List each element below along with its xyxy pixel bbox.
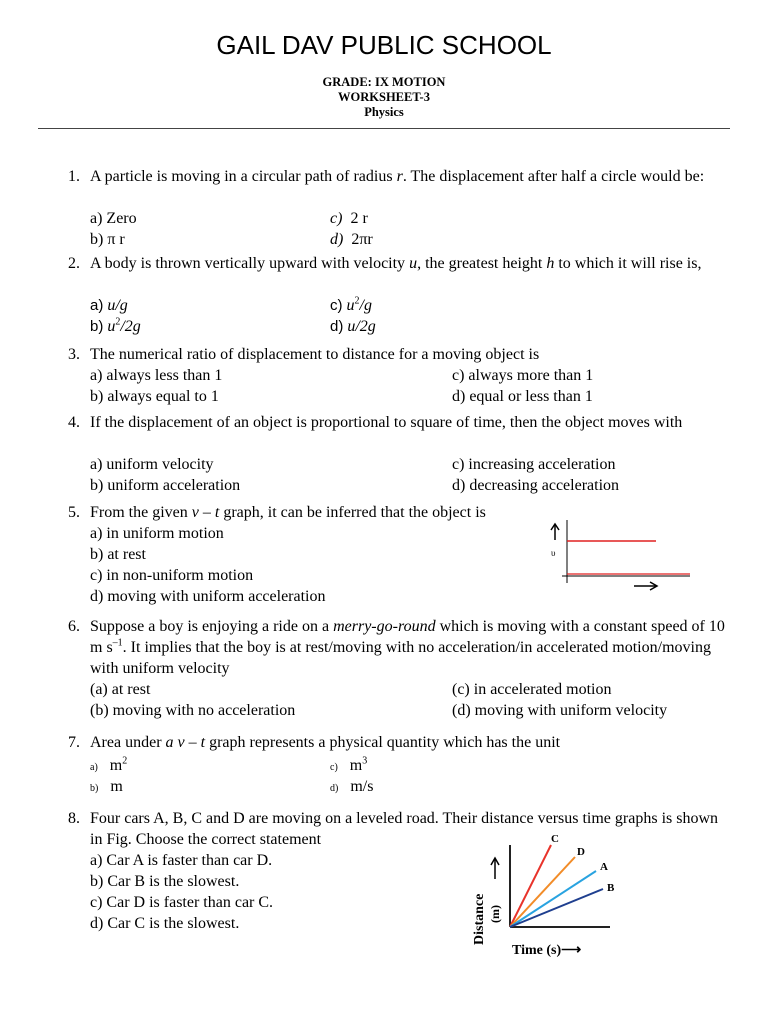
option-label: c) (330, 297, 343, 314)
label-car-d: D (577, 846, 585, 858)
question-number: 5. (68, 504, 80, 521)
option-label: d) (330, 318, 344, 335)
question-1 (68, 166, 728, 187)
option-d: d) decreasing acceleration (452, 477, 620, 494)
stem-text: graph, it can be inferred that the object is (219, 504, 486, 521)
superscript: 3 (362, 755, 368, 767)
question-stem (90, 616, 728, 679)
stem-text: From the given (90, 504, 192, 521)
superscript: 2 (115, 316, 121, 328)
school-name: GAIL DAV PUBLIC SCHOOL (216, 30, 552, 60)
label-car-c: C (551, 833, 559, 845)
stem-text: Area under (90, 734, 166, 751)
option-label: d) (330, 783, 339, 794)
option-b: b) always equal to 1 (90, 388, 219, 405)
option-value: m (349, 757, 363, 774)
question-2 (68, 253, 728, 274)
label-car-b: B (607, 882, 615, 894)
option-a: a) in uniform motion (90, 525, 224, 542)
graph-y-label: υ (551, 548, 556, 558)
option-d (330, 316, 376, 337)
option-label: b) (90, 318, 104, 335)
question-4 (68, 412, 728, 433)
option-c (330, 755, 367, 778)
question-3 (68, 344, 728, 365)
option-value: m (109, 757, 123, 774)
question-8 (68, 808, 728, 850)
option-label: a) (90, 762, 98, 773)
option-value: 2πr (351, 231, 373, 248)
question-number: 6. (68, 618, 80, 635)
option-value: u/2g (347, 318, 376, 335)
option-value: /g (359, 297, 372, 314)
worksheet-heading: WORKSHEET-3 (338, 90, 430, 104)
distance-time-graph (455, 835, 625, 965)
label-car-a: A (600, 861, 608, 873)
option-c (330, 208, 368, 229)
option-d: d) moving with uniform acceleration (90, 588, 326, 605)
option-c: c) Car D is faster than car C. (90, 894, 274, 911)
graph-x-label: Time (s)⟶ (512, 943, 582, 958)
option-label: b) (90, 783, 99, 794)
question-number: 7. (68, 734, 80, 751)
question-number: 1. (68, 168, 80, 185)
option-d: d) equal or less than 1 (452, 388, 593, 405)
option-c: c) always more than 1 (452, 367, 594, 384)
option-b: b) uniform acceleration (90, 477, 241, 494)
stem-text: . It implies that the boy is at rest/moving with no acceleration/in accelerated motion/moving with uniform velocity (90, 639, 711, 677)
superscript: 2 (354, 295, 360, 307)
stem-variable: v – t (191, 504, 220, 521)
question-number: 3. (68, 346, 80, 363)
line-car-b (510, 889, 603, 927)
option-value: u (107, 318, 116, 335)
question-stem (90, 166, 728, 187)
stem-text: Suppose a boy is enjoying a ride on a (90, 618, 334, 635)
question-number: 4. (68, 414, 80, 431)
option-c: c) increasing acceleration (452, 456, 616, 473)
superscript: 2 (122, 755, 128, 767)
stem-text: which is moving with a constant speed of 10 m s (90, 618, 725, 656)
vt-graph (540, 515, 700, 595)
stem-text: A particle is moving in a circular path of radius (90, 168, 397, 185)
option-b: b) at rest (90, 546, 146, 563)
option-b: b) π r (90, 231, 125, 248)
option-d (330, 776, 373, 799)
option-b: (b) moving with no acceleration (90, 702, 296, 719)
question-stem: The numerical ratio of displacement to distance for a moving object is (90, 346, 540, 363)
option-b: b) Car B is the slowest. (90, 873, 240, 890)
option-a: a) uniform velocity (90, 456, 214, 473)
question-6 (68, 616, 728, 679)
question-5 (68, 502, 538, 523)
header-divider (38, 128, 730, 129)
graph-y-label: Distance (472, 893, 487, 945)
option-b (90, 776, 123, 799)
grade-heading: GRADE: IX MOTION (322, 75, 446, 89)
option-value: m/s (350, 778, 374, 795)
subject-heading: Physics (364, 105, 404, 119)
option-a: (a) at rest (90, 681, 151, 698)
question-stem: If the displacement of an object is proportional to square of time, then the object moves with (90, 414, 683, 431)
option-label: d) (330, 231, 344, 248)
stem-text: to which it will rise is, (554, 255, 702, 272)
graph-y-unit: (m) (488, 905, 502, 923)
option-a (90, 295, 128, 316)
graph-lines (510, 833, 615, 927)
stem-text: . The displacement after half a circle would be: (402, 168, 705, 185)
stem-variable: h (546, 255, 555, 272)
option-value: m (110, 778, 123, 795)
option-label: c) (330, 210, 343, 227)
question-number: 2. (68, 255, 80, 272)
option-a: a) Zero (90, 210, 137, 227)
option-label: c) (330, 762, 338, 773)
question-stem (90, 502, 538, 523)
superscript: –1 (112, 637, 123, 649)
option-value: u/g (107, 297, 128, 314)
question-stem (90, 253, 728, 274)
option-d: (d) moving with uniform velocity (452, 702, 668, 719)
stem-variable: a v – t (165, 734, 206, 751)
option-value: 2 r (350, 210, 368, 227)
question-stem: Four cars A, B, C and D are moving on a leveled road. Their distance versus time graphs is shown in Fig. Choose the correct statement (90, 810, 719, 848)
option-c: (c) in accelerated motion (452, 681, 612, 698)
option-c (330, 295, 372, 316)
option-value: /2g (120, 318, 141, 335)
stem-text: , the greatest height (417, 255, 547, 272)
option-d: d) Car C is the slowest. (90, 915, 240, 932)
question-7 (68, 732, 728, 753)
option-value: u (346, 297, 355, 314)
option-c: c) in non-uniform motion (90, 567, 254, 584)
option-a: a) always less than 1 (90, 367, 223, 384)
question-stem (90, 732, 728, 753)
question-number: 8. (68, 810, 80, 827)
option-a: a) Car A is faster than car D. (90, 852, 273, 869)
stem-variable: r (396, 168, 403, 185)
stem-text: A body is thrown vertically upward with velocity (90, 255, 410, 272)
option-b (90, 316, 141, 337)
option-label: a) (90, 297, 104, 314)
stem-variable: u (409, 255, 418, 272)
option-d (330, 229, 373, 250)
graph-y-label-group (472, 858, 502, 945)
stem-text: graph represents a physical quantity which has the unit (205, 734, 561, 751)
option-a (90, 755, 127, 778)
stem-variable: merry-go-round (333, 618, 436, 635)
